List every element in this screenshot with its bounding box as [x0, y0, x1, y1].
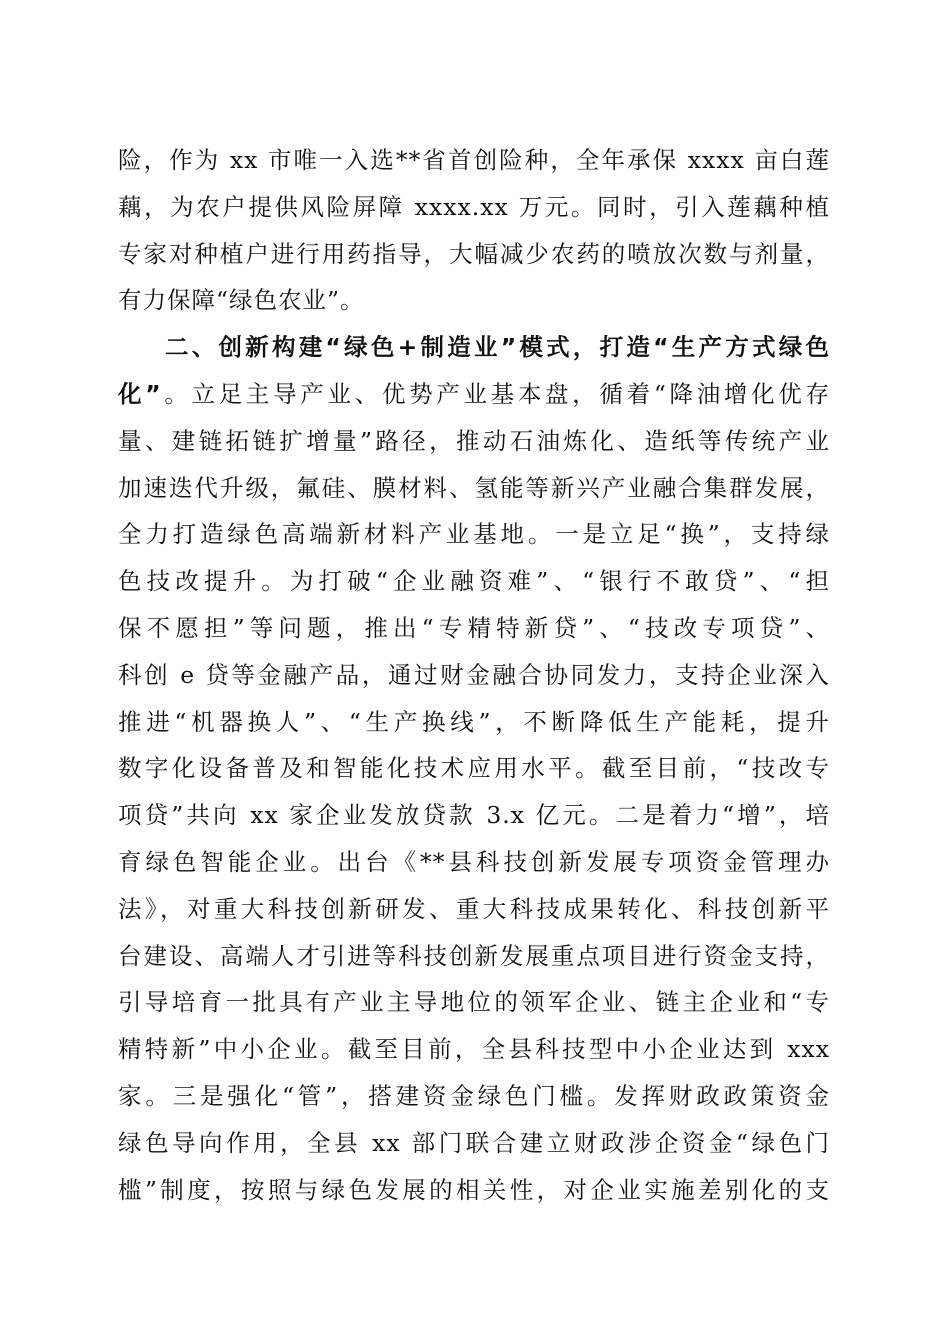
- document-page: [118, 137, 830, 1213]
- text-line: 有力保障“绿色农业”。: [118, 286, 365, 315]
- section-heading-tail: 化”: [118, 379, 162, 408]
- text-line: 绿色导向作用，全县 xx 部门联合建立财政涉企资金“绿色门: [118, 1128, 830, 1157]
- paragraph-manufacturing: [118, 324, 830, 1213]
- section-heading: 二、创新构建“绿色+制造业”模式，打造“生产方式绿色: [165, 333, 830, 362]
- text-line: 色技改提升。为打破“企业融资难”、“银行不敢贷”、“担: [118, 567, 830, 596]
- text-line: [118, 371, 830, 418]
- text-line: 项贷”共向 xx 家企业发放贷款 3.x 亿元。二是着力“增”，培: [118, 801, 830, 830]
- text-line: 量、建链拓链扩增量”路径，推动石油炼化、造纸等传统产业: [118, 426, 830, 455]
- text-line: 精特新”中小企业。截至目前，全县科技型中小企业达到 xxx: [118, 1035, 830, 1064]
- text-line: 科创 e 贷等金融产品，通过财金融合协同发力，支持企业深入: [118, 660, 830, 689]
- text-line: 藕，为农户提供风险屏障 xxxx.xx 万元。同时，引入莲藕种植: [118, 192, 830, 221]
- text-line: 台建设、高端人才引进等科技创新发展重点项目进行资金支持，: [118, 941, 830, 970]
- text-line: 槛”制度，按照与绿色发展的相关性，对企业实施差别化的支: [118, 1175, 830, 1204]
- text-line: 育绿色智能企业。出台《**县科技创新发展专项资金管理办: [118, 847, 830, 876]
- text-line: 推进“机器换人”、“生产换线”，不断降低生产能耗，提升: [118, 707, 830, 736]
- text-line: 加速迭代升级，氟硅、膜材料、氢能等新兴产业融合集群发展，: [118, 473, 830, 502]
- text-line: 数字化设备普及和智能化技术应用水平。截至目前，“技改专: [118, 754, 830, 783]
- text-line: 险，作为 xx 市唯一入选**省首创险种，全年承保 xxxx 亩白莲: [118, 146, 830, 174]
- text-line: 引导培育一批具有产业主导地位的领军企业、链主企业和“专: [118, 988, 830, 1017]
- text-line: 保不愿担”等问题，推出“专精特新贷”、“技改专项贷”、: [118, 613, 830, 642]
- text-line: 全力打造绿色高端新材料产业基地。一是立足“换”，支持绿: [118, 520, 830, 549]
- text-line: 专家对种植户进行用药指导，大幅减少农药的喷放次数与剂量，: [118, 239, 830, 268]
- text-line-rest: 。立足主导产业、优势产业基本盘，循着“降油增化优存: [161, 379, 830, 408]
- text-line: 法》，对重大科技创新研发、重大科技成果转化、科技创新平: [118, 894, 830, 923]
- paragraph-agriculture: [118, 137, 830, 324]
- text-line: 家。三是强化“管”，搭建资金绿色门槛。发挥财政政策资金: [118, 1081, 830, 1110]
